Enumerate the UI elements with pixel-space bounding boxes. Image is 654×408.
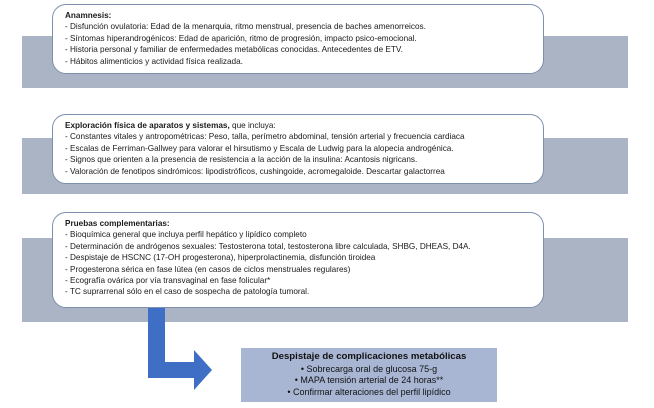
pruebas-item: - Determinación de andrógenos sexuales: Testosterona total, testosterona libre calculada, SHBG, DHEAS, D4A. [65, 241, 471, 251]
despistaje-box [241, 348, 497, 402]
despistaje-item: • Sobrecarga oral de glucosa 75-g [300, 363, 438, 374]
anamnesis-item: - Síntomas hiperandrogénicos: Edad de aparición, ritmo de progresión, impacto psico-emocional. [65, 33, 417, 43]
anamnesis-item: - Historia personal y familiar de enfermedades metabólicas conocidas. Antecedentes de ETV. [65, 45, 403, 55]
anamnesis-item: - Disfunción ovulatoria: Edad de la menarquia, ritmo menstrual, presencia de baches amenorreicos. [65, 22, 426, 32]
exploracion-item: - Constantes vitales y antropométricas: Peso, talla, perímetro abdominal, tensión arterial y frecuencia cardiaca [65, 132, 465, 142]
pruebas-item: - Ecografía ovárica por vía transvaginal en fase folicular* [65, 276, 271, 286]
pruebas-item: - TC suprarrenal sólo en el caso de sospecha de patología tumoral. [65, 287, 310, 297]
arrow-shape [148, 308, 212, 390]
exploracion-item: - Signos que orienten a la presencia de resistencia a la acción de la insulina: Acantosis nigricans. [65, 155, 418, 165]
exploracion-item: - Escalas de Ferriman-Gallwey para valorar el hirsutismo y Escala de Ludwig para la alopecia androgénica. [65, 143, 454, 153]
pruebas-item: - Bioquímica general que incluya perfil hepático y lipídico completo [65, 230, 307, 240]
anamnesis-item: - Hábitos alimenticios y actividad física realizada. [65, 56, 243, 66]
pruebas-item: - Despistaje de HSCNC (17-OH progesterona), hiperprolactinemia, disfunción tiroidea [65, 253, 376, 263]
exploracion-item: - Valoración de fenotipos sindrómicos: lipodistróficos, cushingoide, acromegaloide. Descartar galactorrea [65, 166, 445, 176]
exploracion-title: Exploración física de aparatos y sistemas, [65, 121, 230, 130]
despistaje-title: Despistaje de complicaciones metabólicas [271, 351, 467, 362]
exploracion-title-suffix: que incluya: [229, 121, 276, 130]
despistaje-item: • MAPA tensión arterial de 24 horas** [294, 375, 444, 385]
pruebas-item: - Progesterona sérica en fase lútea (en casos de ciclos menstruales regulares) [65, 264, 351, 274]
anamnesis-title: Anamnesis: [65, 11, 112, 20]
despistaje-item: • Confirmar alteraciones del perfil lipídico [287, 386, 451, 397]
pruebas-title: Pruebas complementarias: [65, 219, 170, 228]
